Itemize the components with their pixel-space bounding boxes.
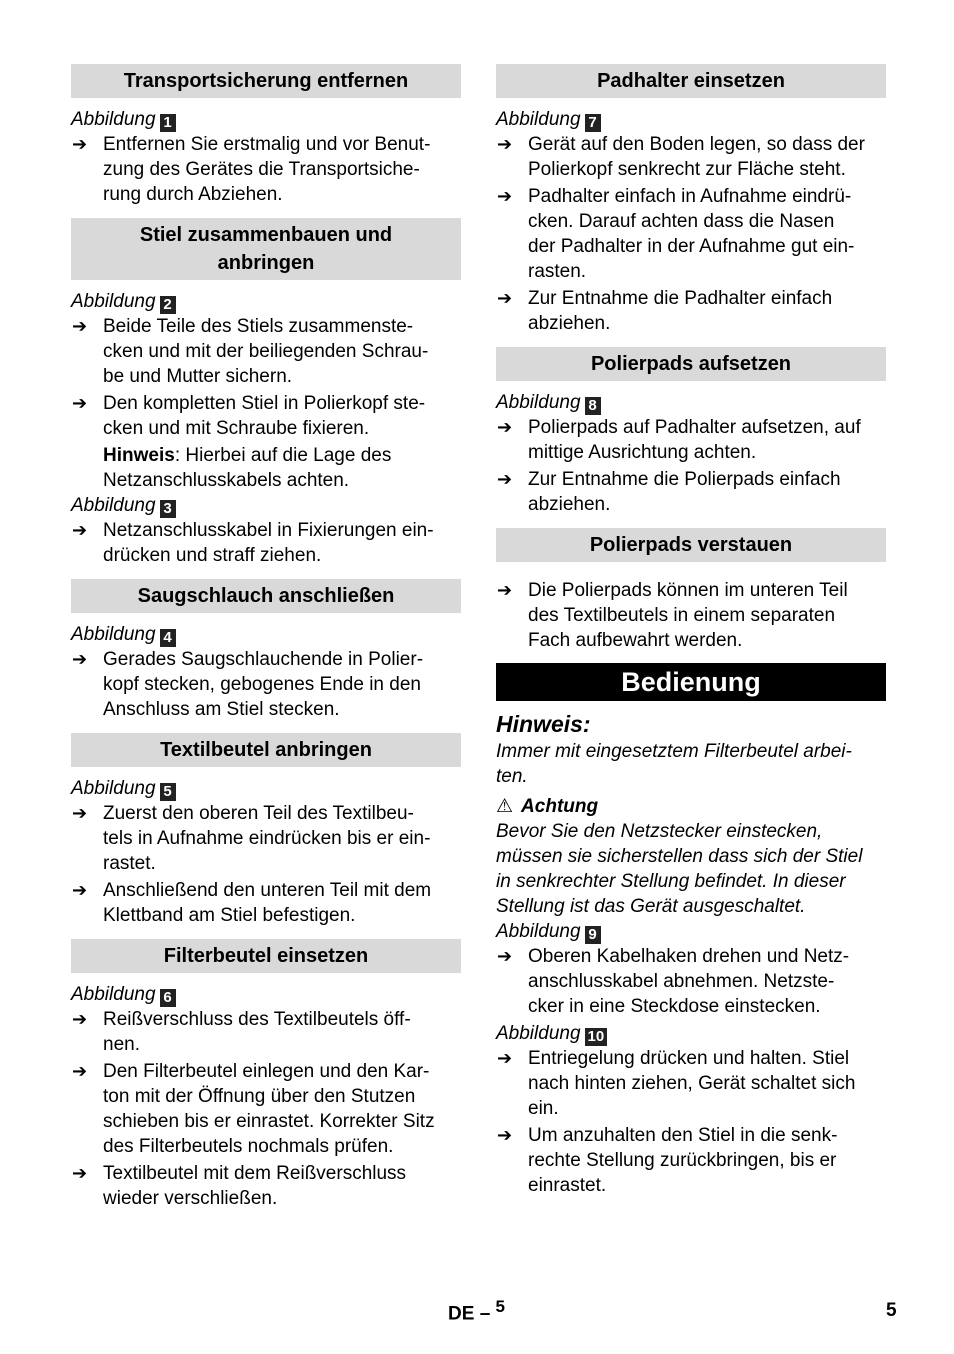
figure-number-badge: 3 [160, 500, 176, 518]
list-item-text: Die Polierpads können im unteren Teil des Textilbeutels in einem separaten Fach aufbewahrt werden. [528, 580, 848, 651]
figure-number-badge: 8 [585, 397, 601, 415]
list-item-text: Zur Entnahme die Polierpads einfach abziehen. [528, 469, 841, 515]
list-item [496, 944, 886, 1019]
figure-reference: Abbildung 4 [71, 622, 461, 647]
list-item [496, 184, 886, 284]
figure-reference: Abbildung 9 [496, 919, 886, 944]
list-item [71, 1007, 461, 1057]
list-item [496, 467, 886, 517]
list-item-text: Um anzuhalten den Stiel in die senk- rechte Stellung zurückbringen, bis er einrastet. [528, 1125, 838, 1196]
warning-text: Bevor Sie den Netzstecker einstecken, müssen sie sicherstellen dass sich der Stiel in senkrechter Stellung befindet. In dieser Stellung ist das Gerät ausgeschaltet. [496, 821, 863, 917]
section-heading: Polierpads verstauen [496, 528, 886, 562]
arrow-right-icon: ➔ [72, 520, 88, 540]
note-body: : Hierbei auf die Lage des Netzanschlusskabels achten. [103, 445, 392, 491]
figure-reference: Abbildung 3 [71, 493, 461, 518]
section-heading: Polierpads aufsetzen [496, 347, 886, 381]
figure-reference: Abbildung 7 [496, 107, 886, 132]
list-item-text: Reißverschluss des Textilbeutels öff- nen. [103, 1009, 411, 1055]
list-item-text: Textilbeutel mit dem Reißverschluss wieder verschließen. [103, 1163, 407, 1209]
list-item-text: Gerät auf den Boden legen, so dass der Polierkopf senkrecht zur Fläche steht. [528, 134, 865, 180]
figure-reference: Abbildung 2 [71, 289, 461, 314]
figure-number-badge: 10 [585, 1028, 608, 1046]
section-heading: Filterbeutel einsetzen [71, 939, 461, 973]
figure-reference: Abbildung 5 [71, 776, 461, 801]
list-item [496, 578, 886, 653]
arrow-right-icon: ➔ [72, 393, 88, 413]
list-item-text: Oberen Kabelhaken drehen und Netz- anschlusskabel abnehmen. Netzste- cker in eine Steckdose einstecken. [528, 946, 850, 1017]
footer-page-number: 5 [886, 1300, 897, 1321]
figure-number-badge: 4 [160, 629, 176, 647]
section-gap [496, 519, 886, 528]
list-item [496, 415, 886, 465]
list-item [71, 878, 461, 928]
right-column [496, 64, 886, 1200]
list-item-text: Polierpads auf Padhalter aufsetzen, auf mittige Ausrichtung achten. [528, 417, 861, 463]
section-gap [71, 209, 461, 218]
arrow-right-icon: ➔ [497, 946, 513, 966]
section-gap [71, 724, 461, 733]
list-item [71, 314, 461, 389]
section-heading: Textilbeutel anbringen [71, 733, 461, 767]
list-item-text: Zur Entnahme die Padhalter einfach abziehen. [528, 288, 833, 334]
figure-number-badge: 2 [160, 296, 176, 314]
section-heading: Stiel zusammenbauen und anbringen [71, 218, 461, 280]
list-item-text: Entfernen Sie erstmalig und vor Benut- zung des Gerätes die Transportsiche- rung durch Abziehen. [103, 134, 431, 205]
list-item [71, 1059, 461, 1159]
arrow-right-icon: ➔ [72, 134, 88, 154]
arrow-right-icon: ➔ [497, 288, 513, 308]
list-item [71, 1161, 461, 1211]
figure-number-badge: 5 [160, 783, 176, 801]
list-item-text: Den kompletten Stiel in Polierkopf ste- cken und mit Schraube fixieren. [103, 393, 426, 439]
figure-reference: Abbildung 6 [71, 982, 461, 1007]
list-item-text: Netzanschlusskabel in Fixierungen ein- drücken und straff ziehen. [103, 520, 434, 566]
figure-number-badge: 1 [160, 114, 176, 132]
list-item-text: Padhalter einfach in Aufnahme eindrü- cken. Darauf achten dass die Nasen der Padhalter in der Aufnahme gut ein- rasten. [528, 186, 855, 282]
figure-reference: Abbildung 8 [496, 390, 886, 415]
figure-number-badge: 9 [585, 926, 601, 944]
arrow-right-icon: ➔ [72, 316, 88, 336]
note-label: Hinweis [103, 445, 175, 466]
list-item [496, 1123, 886, 1198]
figure-reference: Abbildung 1 [71, 107, 461, 132]
list-item [71, 647, 461, 722]
arrow-right-icon: ➔ [72, 1163, 88, 1183]
list-item-text: Zuerst den oberen Teil des Textilbeu- tels in Aufnahme eindrücken bis er ein- rastet. [103, 803, 431, 874]
warning-heading [496, 794, 886, 819]
hint-text: Immer mit eingesetztem Filterbeutel arbei- ten. [496, 741, 852, 787]
arrow-right-icon: ➔ [497, 134, 513, 154]
section-gap [71, 930, 461, 939]
arrow-right-icon: ➔ [497, 186, 513, 206]
warning-label: Achtung [521, 796, 599, 817]
arrow-right-icon: ➔ [497, 580, 513, 600]
list-item [496, 132, 886, 182]
list-item [71, 801, 461, 876]
arrow-right-icon: ➔ [497, 417, 513, 437]
figure-reference: Abbildung 10 [496, 1021, 886, 1046]
figure-number-badge: 7 [585, 114, 601, 132]
section-heading: Saugschlauch anschließen [71, 579, 461, 613]
arrow-right-icon: ➔ [72, 1061, 88, 1081]
left-column [71, 64, 461, 1213]
arrow-right-icon: ➔ [497, 469, 513, 489]
list-item [496, 1046, 886, 1121]
footer-language-page: DE – $^5$ [448, 1297, 506, 1325]
list-item-text: Anschließend den unteren Teil mit dem Klettband am Stiel befestigen. [103, 880, 432, 926]
list-item [71, 518, 461, 568]
list-item-text: Entriegelung drücken und halten. Stiel nach hinten ziehen, Gerät schaltet sich ein. [528, 1048, 856, 1119]
section-gap [71, 570, 461, 579]
arrow-right-icon: ➔ [497, 1048, 513, 1068]
list-item [71, 391, 461, 441]
arrow-right-icon: ➔ [72, 880, 88, 900]
list-item [71, 132, 461, 207]
arrow-right-icon: ➔ [72, 803, 88, 823]
warning-triangle-icon: ⚠ [496, 796, 514, 817]
section-heading: Transportsicherung entfernen [71, 64, 461, 98]
figure-number-badge: 6 [160, 989, 176, 1007]
hint-heading: Hinweis: [496, 711, 591, 737]
list-item-text: Beide Teile des Stiels zusammenste- cken und mit der beiliegenden Schrau- be und Mutter sichern. [103, 316, 429, 387]
arrow-right-icon: ➔ [497, 1125, 513, 1145]
section-gap [496, 338, 886, 347]
list-item-text: Den Filterbeutel einlegen und den Kar- ton mit der Öffnung über den Stutzen schieben bis er einrastet. Korrekter Sitz des Filterbeutels nochmals prüfen. [103, 1061, 435, 1157]
section-heading: Padhalter einsetzen [496, 64, 886, 98]
list-item [496, 286, 886, 336]
note-text [71, 443, 461, 493]
arrow-right-icon: ➔ [72, 1009, 88, 1029]
section-heading-bedienung: Bedienung [496, 663, 886, 701]
arrow-right-icon: ➔ [72, 649, 88, 669]
list-item-text: Gerades Saugschlauchende in Polier- kopf stecken, gebogenes Ende in den Anschluss am Stiel stecken. [103, 649, 424, 720]
